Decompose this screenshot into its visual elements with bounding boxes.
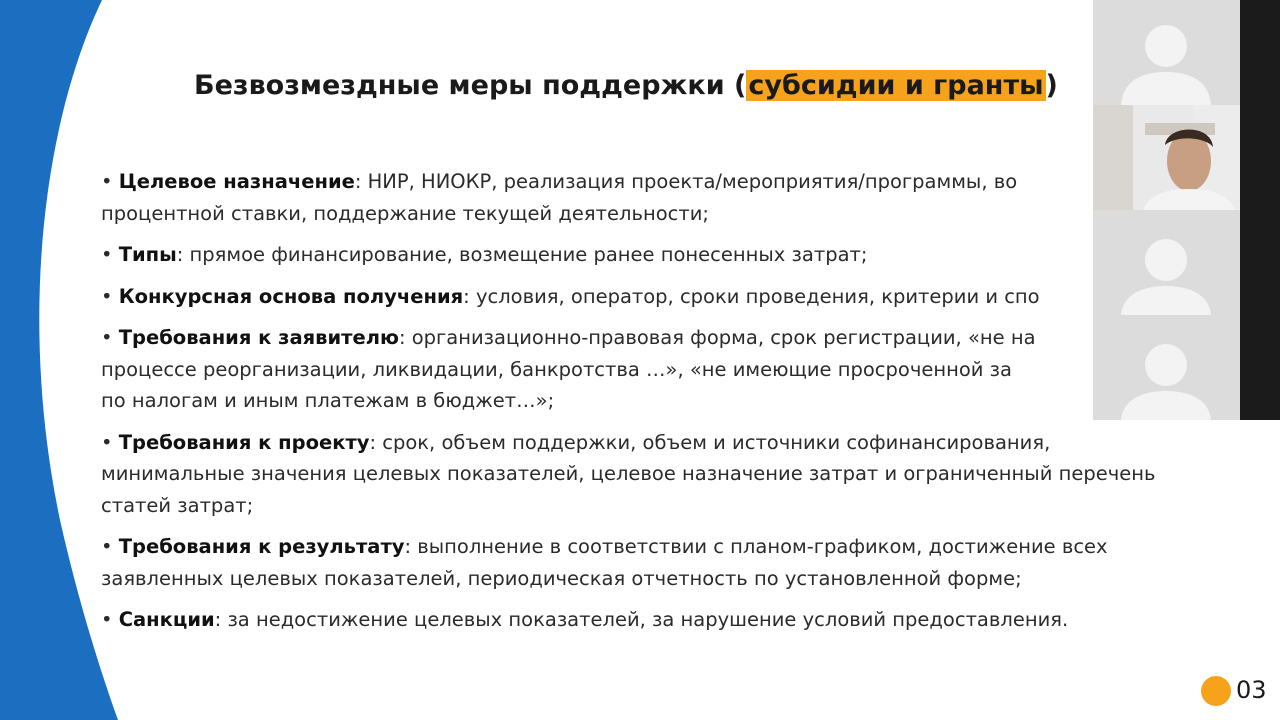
bullet-text: : за недостижение целевых показателей, за нарушение условий предоставления. [214, 608, 1069, 631]
title-prefix: Безвозмездные меры поддержки ( [194, 70, 747, 101]
avatar-placeholder-icon [1093, 315, 1240, 420]
bullet-sanctions: • Санкции: за недостижение целевых показателей, за нарушение условий предоставления. [101, 608, 1069, 631]
bullet-text: : прямое финансирование, возмещение ранее понесенных затрат; [176, 243, 868, 266]
avatar-placeholder-icon [1093, 0, 1240, 105]
bullet-text: : срок, объем поддержки, объем и источники софинансирования, [369, 430, 1051, 454]
bullet-term: Конкурсная основа получения [118, 284, 464, 308]
bullet-text: статей затрат; [101, 493, 254, 517]
page-number: 03 [1236, 676, 1267, 704]
bullet-text: : организационно-правовая форма, срок регистрации, «не на [398, 326, 1036, 349]
bullet-text: : выполнение в соответствии с планом-графиком, достижение всех [404, 535, 1108, 558]
bullet-text: минимальные значения целевых показателей, целевое назначение затрат и ограниченный перечень [101, 462, 1156, 485]
bullet-text: по налогам и иным платежам в бюджет…»; [101, 389, 555, 412]
slide-title [194, 70, 1094, 101]
title-suffix: ) [1045, 70, 1058, 101]
bullet-types: • Типы: прямое финансирование, возмещение ранее понесенных затрат; [101, 243, 868, 266]
bullet-applicant-requirements: • Требования к заявителю: организационно-правовая форма, срок регистрации, «не на процессе реорганизации, ликвидации, банкротства …», «не имеющие просроченной за по налогам и иным платежам в бюджет…»; [101, 322, 1271, 417]
bullet-text: процессе реорганизации, ликвидации, банкротства …», «не имеющие просроченной за [101, 357, 1012, 381]
bullet-project-requirements: • Требования к проекту: срок, объем поддержки, объем и источники софинансирования, минимальные значения целевых показателей, целевое назначение затрат и ограниченный перечень статей затрат; [101, 427, 1271, 522]
participant-video-tile[interactable] [1093, 105, 1240, 210]
bullet-competitive-basis: • Конкурсная основа получения: условия, оператор, сроки проведения, критерии и спо [101, 284, 1040, 308]
bullet-text: : условия, оператор, сроки проведения, критерии и спо [463, 284, 1040, 308]
bullet-term: Санкции [118, 608, 215, 631]
bullet-term: Целевое назначение [118, 170, 355, 193]
participant-tile[interactable] [1093, 210, 1240, 315]
participant-tile[interactable] [1093, 315, 1240, 420]
bullet-term: Требования к проекту [118, 430, 370, 454]
bullet-text: : НИР, НИОКР, реализация проекта/мероприятия/программы, во [354, 170, 1018, 193]
bullet-result-requirements: • Требования к результату: выполнение в соответствии с планом-графиком, достижение всех заявленных целевых показателей, периодическая отчетность по установленной форме; [101, 531, 1271, 594]
bullet-text: заявленных целевых показателей, периодическая отчетность по установленной форме; [101, 566, 1022, 590]
bullet-term: Требования к результату [118, 535, 405, 558]
bullet-term: Типы [118, 243, 177, 266]
avatar-placeholder-icon [1093, 210, 1240, 315]
participant-tile[interactable] [1093, 0, 1240, 105]
page-indicator-dot [1201, 676, 1231, 706]
title-highlight: субсидии и гранты [748, 70, 1044, 101]
bullet-target-purpose: • Целевое назначение: НИР, НИОКР, реализация проекта/мероприятия/программы, во процентной ставки, поддержание текущей деятельности; [101, 166, 1271, 229]
bullet-term: Требования к заявителю [118, 326, 399, 349]
bullet-text: процентной ставки, поддержание текущей деятельности; [101, 201, 709, 225]
camera-video-icon [1093, 105, 1240, 210]
